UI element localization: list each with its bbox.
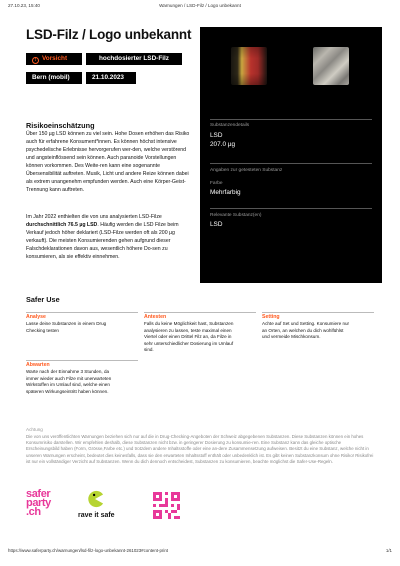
safer-use-item-text: Achte auf Set und Setting. Konsumiere nur an Orten, an welchen du dich wohlfühlst und vermeide Mischkonsum. xyxy=(262,321,350,340)
divider xyxy=(210,208,372,209)
pacman-icon xyxy=(86,490,104,508)
substance-name: LSD xyxy=(210,132,223,139)
pill-photo-front xyxy=(231,47,267,85)
divider xyxy=(210,119,372,120)
qr-code-icon xyxy=(153,492,180,519)
safer-party-logo: safer party .ch xyxy=(26,488,51,518)
safer-use-item-title: Setting xyxy=(262,314,280,320)
print-url: https://www.saferparty.ch/warnungen/lsd-filz-logo-unbekannt-261023#content-print xyxy=(8,548,169,553)
safer-use-item-text: Falls du keine Möglichkeit hast, Substanzen analysieren zu lassen, teste maximal einen Viertel oder einen Drittel Filz an, da Filze in sehr unterschiedlicher Dosierung im Umlauf sind. xyxy=(144,321,234,353)
relevant-value: LSD xyxy=(210,221,223,228)
divider xyxy=(26,312,138,313)
substance-dose: 207.0 µg xyxy=(210,141,236,148)
safer-use-item xyxy=(262,314,352,341)
disclaimer-heading: Achtung xyxy=(26,427,43,432)
rave-it-safe-text: rave it safe xyxy=(78,512,115,519)
safer-use-item xyxy=(26,314,116,334)
risk-heading: Risikoeinschätzung xyxy=(26,121,95,130)
warning-tag-label: Vorsicht xyxy=(42,55,68,62)
safer-use-item-text: Lasse deine Substanzen in einem Drug Checking testen xyxy=(26,321,107,333)
divider xyxy=(262,312,374,313)
color-label: Farbe xyxy=(210,181,223,186)
safer-use-item xyxy=(144,314,234,353)
rave-it-safe-logo xyxy=(78,490,128,528)
print-page-number: 1/1 xyxy=(385,548,392,553)
substances-label: Substanzendetails xyxy=(210,123,250,128)
risk-paragraph-1: Über 150 µg LSD können zu viel sein. Hohe Dosen erhöhen das Risiko auch für erfahrene Konsument*innen. Es können höchst intensive psychedelische Erlebnisse hervorgerufen wer-den, welche verstörend und angsteinflössend sein können. Auch paranoide Vorstellungen können vorkommen. Des Weite-ren kann eine sogenannte Übersensibilität auftreten. Musik, Licht und andere Reize können dabei als extrem unangenehm empfunden werden. Auch eine Körper-Geist-Trennung kann auftreten. xyxy=(26,131,190,193)
safer-use-item xyxy=(26,362,116,395)
location-tag: Bern (mobil) xyxy=(26,72,82,84)
page-title: LSD-Filz / Logo unbekannt xyxy=(26,27,192,42)
divider xyxy=(210,163,372,164)
warning-icon: ! xyxy=(32,57,39,64)
safer-use-item-text: Warte nach der Einnahme 3 Stunden, da immer wieder auch Filze mit unerwarteten Wirkstoffen im Umlauf sind, welche einen späteren Wirkungseintritt haben können. xyxy=(26,369,112,394)
safer-use-heading: Safer Use xyxy=(26,295,60,304)
appearance-label: Angaben zur getesteten Substanz xyxy=(210,168,283,173)
date-tag: 21.10.2023 xyxy=(86,72,136,84)
divider xyxy=(26,360,138,361)
disclaimer-text: Die von uns veröffentlichten Warnungen beziehen sich nur auf die in Drug-Checking-Angeboten der Schweiz abgegebenen Substanzen. Diese Substanzen können ein hohes Konsumrisiko darstellen. Wir empfehlen deshalb, diese Substanzen nicht bzw. in geringerer Dosierung zu konsumie-ren. Eine Substanz kann das gleiche optische Erscheinungsbild haben (Form, Grösse,Farbe etc.) und trotzdem andere Inhaltsstoffe oder eine an-dere Zusammensetzung aufweisen. Besitzt du eine Substanz, welche nicht in unseren Warnungen erscheint, bedeutet dies keinesfalls, dass sie den erwarteten Inhaltsstoff enthält oder unbedenklich ist. Es gibt keinen Substanzkonsum ohne Risiko! Risikofrei ist nur ein vollständiger Verzicht auf Substanzen. Wenn du dich dennoch entscheidest, Substanzen zu konsumieren, beachte möglichst die Safer-Use-Regeln. xyxy=(26,434,374,464)
dose-tag: hochdosierter LSD-Filz xyxy=(86,53,182,65)
risk-paragraph-2: Im Jahr 2022 enthielten die von uns analysierten LSD-Filze durchschnittlich 76.5 µg LSD. Häufig werden die LSD Filze beim Verkauf jedoch höher deklariert (LSD-Filze werden oft als 200 µg verkauft). Die meisten Konsumierenden gehen aufgrund dieser Falschdeklarationen davon aus, wesentlich höhere Do-sen zu konsumieren, als sie effektiv einnehmen. xyxy=(26,214,179,260)
details-panel xyxy=(200,27,382,283)
safer-use-item-title: Antesten xyxy=(144,314,167,320)
safer-use-item-title: Analyse xyxy=(26,314,46,320)
print-page-title: Warnungen / LSD-Filz / Logo unbekannt xyxy=(159,3,241,8)
safer-use-item-title: Abwarten xyxy=(26,362,50,368)
print-footer xyxy=(8,548,392,556)
relevant-label: Relevante Substanz(en) xyxy=(210,213,262,218)
warning-tag xyxy=(26,53,82,65)
divider xyxy=(144,312,256,313)
print-timestamp: 27.10.23, 15:40 xyxy=(8,3,40,8)
color-value: Mehrfarbig xyxy=(210,189,241,196)
pill-photo-back xyxy=(313,47,349,85)
print-header xyxy=(8,3,392,11)
